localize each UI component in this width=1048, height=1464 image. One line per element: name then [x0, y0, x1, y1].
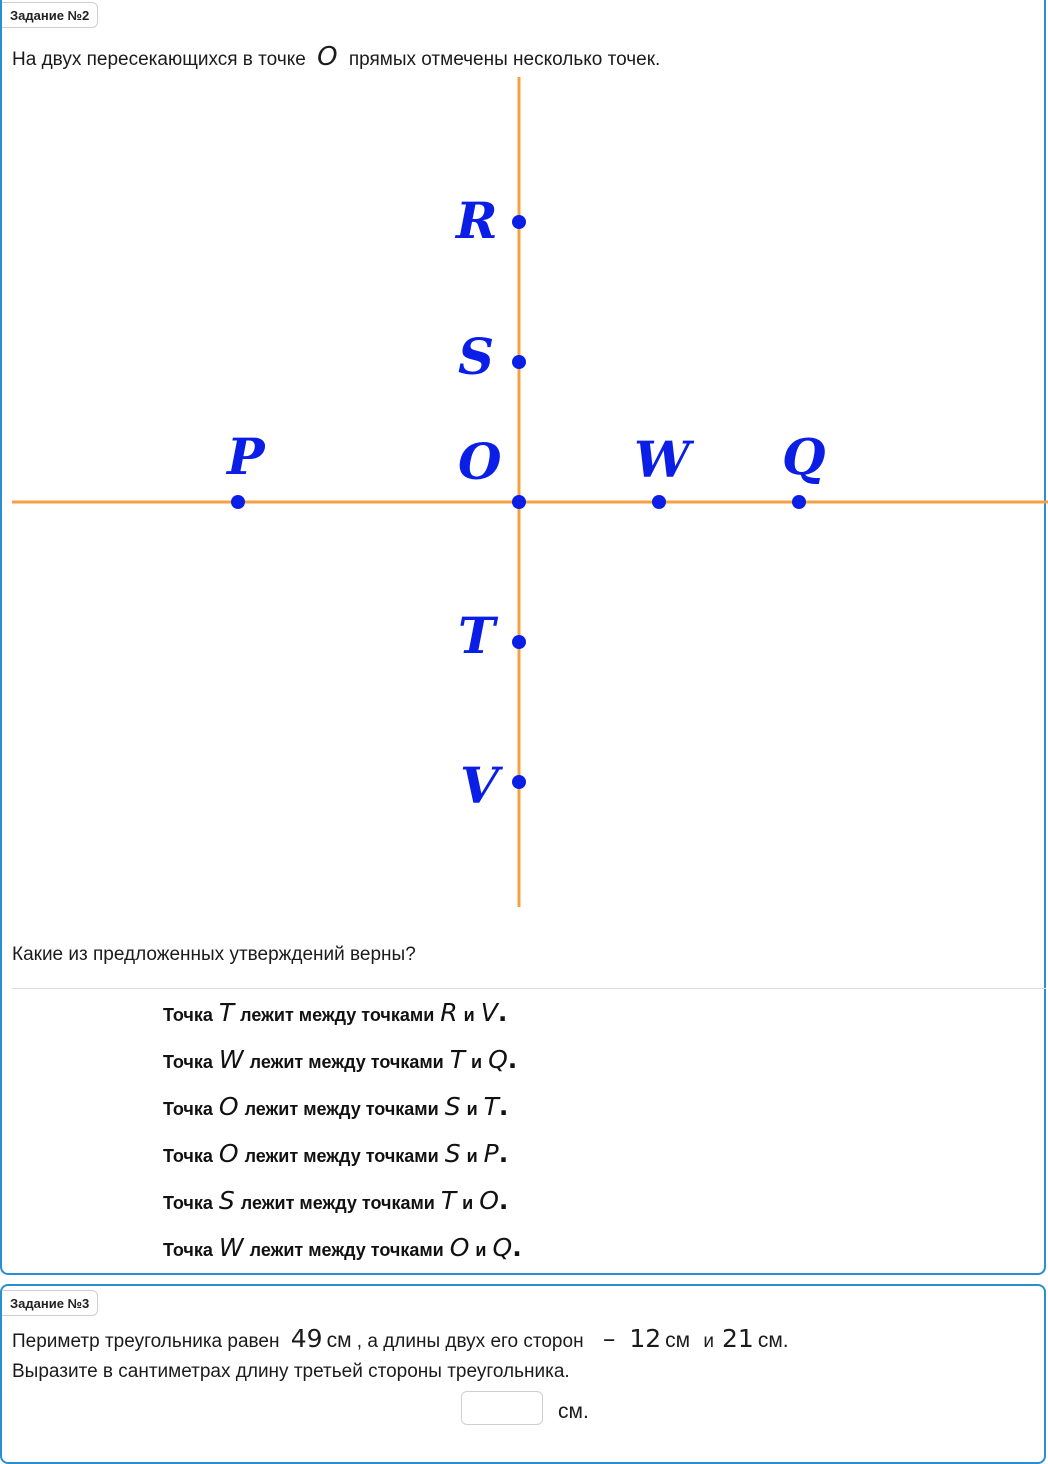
unit-3: см. [757, 1329, 789, 1352]
statement-end: . [507, 1045, 518, 1074]
statement-word: Точка [163, 1099, 213, 1119]
dash: – [602, 1324, 616, 1353]
task-2-question: Какие из предложенных утверждений верны? [12, 944, 416, 965]
statement-text: лежит между точками [249, 1240, 444, 1260]
label-v: V [460, 756, 499, 815]
statement-end: . [497, 998, 508, 1027]
label-t: T [458, 606, 496, 665]
statement-point: T [218, 998, 235, 1027]
statement-text: лежит между точками [244, 1146, 439, 1166]
statement-point: V [480, 998, 498, 1027]
point-v [512, 775, 526, 789]
statement-point: T [440, 1186, 457, 1215]
label-o: O [458, 432, 502, 491]
statement-word: Точка [163, 1193, 213, 1213]
statement-4[interactable] [163, 1139, 508, 1168]
statement-2[interactable] [163, 1045, 517, 1074]
statement-end: . [512, 1233, 522, 1262]
statement-word: Точка [163, 1240, 213, 1260]
statement-6[interactable] [163, 1233, 522, 1262]
statement-text: лежит между точками [240, 1005, 435, 1025]
statement-word: Точка [163, 1052, 213, 1072]
statement-point: R [440, 998, 458, 1027]
statement-point: P [483, 1139, 499, 1168]
statement-word: Точка [163, 1146, 213, 1166]
answer-unit: см. [558, 1400, 589, 1423]
statement-point: O [218, 1139, 239, 1168]
statement-conj: и [475, 1240, 487, 1260]
line1-text-a: Периметр треугольника равен [12, 1331, 280, 1352]
label-w: W [634, 430, 691, 489]
statement-3[interactable] [163, 1092, 508, 1121]
answer-input[interactable] [461, 1391, 543, 1425]
statement-conj: и [462, 1193, 474, 1213]
statement-point: Q [492, 1233, 513, 1262]
task-2-intro [12, 42, 660, 72]
statement-point: Q [488, 1045, 508, 1074]
statement-point: S [444, 1139, 461, 1168]
point-s [512, 355, 526, 369]
task-3-badge: Задание №3 [2, 1290, 98, 1316]
point-r [512, 215, 526, 229]
point-o [512, 495, 526, 509]
side-2-value: 21 [722, 1324, 754, 1353]
statement-end: . [498, 1186, 509, 1215]
statement-1[interactable] [163, 998, 507, 1027]
statement-conj: и [463, 1005, 475, 1025]
statement-point: T [483, 1092, 499, 1121]
conj: и [703, 1331, 715, 1352]
statement-point: S [218, 1186, 235, 1215]
label-q: Q [782, 427, 826, 486]
task-2-badge: Задание №2 [2, 2, 98, 28]
side-1-value: 12 [629, 1324, 662, 1353]
statement-5[interactable] [163, 1186, 508, 1215]
statement-point: T [449, 1045, 466, 1074]
unit-1: см [326, 1329, 352, 1352]
point-w [652, 495, 666, 509]
statement-point: O [479, 1186, 499, 1215]
task-3-line-1 [12, 1324, 789, 1353]
point-p [231, 495, 245, 509]
label-r: R [456, 191, 498, 250]
divider [12, 988, 1046, 989]
statement-end: . [498, 1139, 509, 1168]
statement-conj: и [466, 1146, 478, 1166]
lines-diagram [0, 70, 1048, 910]
statement-point: O [449, 1233, 470, 1262]
intro-text-before: На двух пересекающихся в точке [12, 49, 306, 70]
statement-word: Точка [163, 1005, 213, 1025]
statement-point: O [218, 1092, 239, 1121]
intro-text-after: прямых отмечены несколько точек. [348, 49, 661, 70]
statement-point: S [444, 1092, 461, 1121]
statement-point: W [218, 1045, 244, 1074]
label-p: P [227, 427, 265, 486]
intro-point-o: O [317, 42, 338, 72]
point-q [792, 495, 806, 509]
statement-conj: и [471, 1052, 483, 1072]
label-s: S [458, 327, 495, 386]
statement-text: лежит между точками [240, 1193, 435, 1213]
statement-end: . [498, 1092, 509, 1121]
statement-text: лежит между точками [249, 1052, 444, 1072]
point-t [512, 635, 526, 649]
perimeter-value: 49 [290, 1324, 323, 1353]
statement-point: W [218, 1233, 244, 1262]
line1-text-b: , а длины двух его сторон [356, 1331, 584, 1352]
statement-conj: и [466, 1099, 478, 1119]
unit-2: см [665, 1329, 691, 1352]
statement-text: лежит между точками [244, 1099, 439, 1119]
task-3-line-2: Выразите в сантиметрах длину третьей стороны треугольника. [12, 1361, 570, 1382]
